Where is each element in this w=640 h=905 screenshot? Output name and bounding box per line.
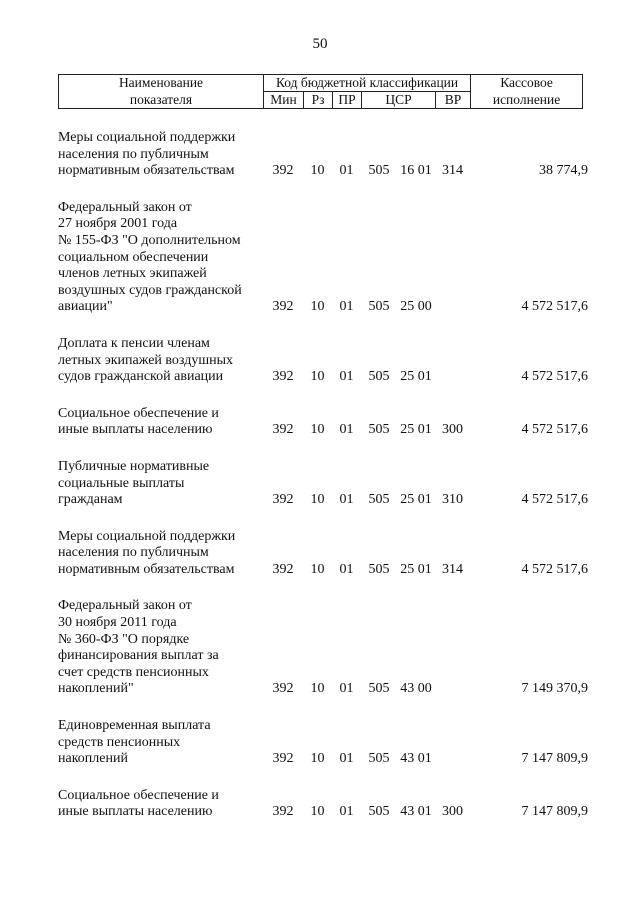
header-min: Мин xyxy=(264,92,304,109)
row-amount: 4 572 517,6 xyxy=(521,299,588,315)
row-rz: 10 xyxy=(310,369,325,385)
row-rz: 10 xyxy=(310,681,325,697)
row-csr-program: 505 xyxy=(368,492,390,508)
row-amount: 7 147 809,9 xyxy=(521,751,588,767)
row-rz: 10 xyxy=(310,561,325,577)
row-csr-item: 25 01 xyxy=(400,561,432,577)
row-rz: 10 xyxy=(310,422,325,438)
row-name: Доплата к пенсии членам летных экипажей воздушных судов гражданской авиации xyxy=(58,335,234,385)
row-name: Социальное обеспечение и иные выплаты населению xyxy=(58,787,219,820)
header-exec-bottom: исполнение xyxy=(471,92,583,109)
table-body xyxy=(58,130,588,841)
table-row xyxy=(58,788,588,821)
header-exec-top: Кассовое xyxy=(471,75,583,92)
row-vr: 300 xyxy=(442,422,463,438)
row-csr-item: 25 00 xyxy=(400,299,432,315)
row-pr: 01 xyxy=(339,804,354,820)
header-name-bottom: показателя xyxy=(59,92,264,109)
row-name: Федеральный закон от 30 ноября 2011 года № 360-ФЗ "О порядке финансирования выплат за счет средств пенсионных накоплений" xyxy=(58,598,219,697)
header-csr: ЦСР xyxy=(362,92,436,109)
row-amount: 4 572 517,6 xyxy=(521,492,588,508)
row-name: Федеральный закон от 27 ноября 2001 года № 155-ФЗ "О дополнительном социальном обеспечении членов летных экипажей воздушных судов гражданской авиации" xyxy=(58,199,242,315)
row-min: 392 xyxy=(272,492,294,508)
row-pr: 01 xyxy=(339,751,354,767)
row-csr-program: 505 xyxy=(368,163,390,179)
row-csr-item: 25 01 xyxy=(400,422,432,438)
row-csr-program: 505 xyxy=(368,369,390,385)
row-min: 392 xyxy=(272,422,294,438)
row-min: 392 xyxy=(272,561,294,577)
table-row xyxy=(58,598,588,698)
row-vr: 310 xyxy=(442,492,463,508)
row-amount: 4 572 517,6 xyxy=(521,422,588,438)
row-amount: 38 774,9 xyxy=(539,163,588,179)
row-csr-program: 505 xyxy=(368,561,390,577)
row-rz: 10 xyxy=(310,299,325,315)
row-min: 392 xyxy=(272,804,294,820)
row-csr-item: 43 00 xyxy=(400,681,432,697)
table-row xyxy=(58,718,588,768)
row-csr-item: 25 01 xyxy=(400,492,432,508)
row-name: Единовременная выплата средств пенсионных накоплений xyxy=(58,718,211,767)
row-amount: 7 147 809,9 xyxy=(521,804,588,820)
row-csr-program: 505 xyxy=(368,681,390,697)
table-row xyxy=(58,459,588,509)
row-csr-program: 505 xyxy=(368,804,390,820)
row-vr: 314 xyxy=(442,163,463,179)
row-pr: 01 xyxy=(339,422,354,438)
row-rz: 10 xyxy=(310,163,325,179)
row-csr-program: 505 xyxy=(368,751,390,767)
row-csr-program: 505 xyxy=(368,299,390,315)
row-pr: 01 xyxy=(339,492,354,508)
row-amount: 7 149 370,9 xyxy=(521,681,588,697)
row-csr-item: 25 01 xyxy=(400,369,432,385)
row-rz: 10 xyxy=(310,492,325,508)
table-row xyxy=(58,200,588,316)
row-vr: 314 xyxy=(442,561,463,577)
row-pr: 01 xyxy=(339,681,354,697)
header-pr: ПР xyxy=(333,92,362,109)
header-vr: ВР xyxy=(436,92,471,109)
header-rz: Рз xyxy=(304,92,333,109)
row-min: 392 xyxy=(272,299,294,315)
table-row xyxy=(58,336,588,386)
row-name: Меры социальной поддержки населения по публичным нормативным обязательствам xyxy=(58,130,236,179)
row-min: 392 xyxy=(272,751,294,767)
table-row xyxy=(58,406,588,439)
table-row xyxy=(58,130,588,180)
row-csr-item: 43 01 xyxy=(400,804,432,820)
row-vr: 300 xyxy=(442,804,463,820)
row-csr-item: 16 01 xyxy=(400,163,432,179)
row-csr-item: 43 01 xyxy=(400,751,432,767)
row-amount: 4 572 517,6 xyxy=(521,561,588,577)
row-rz: 10 xyxy=(310,751,325,767)
row-pr: 01 xyxy=(339,561,354,577)
row-rz: 10 xyxy=(310,804,325,820)
row-csr-program: 505 xyxy=(368,422,390,438)
row-min: 392 xyxy=(272,681,294,697)
row-pr: 01 xyxy=(339,369,354,385)
row-min: 392 xyxy=(272,369,294,385)
header-code-group: Код бюджетной классификации xyxy=(264,75,471,92)
row-name: Социальное обеспечение и иные выплаты населению xyxy=(58,405,219,438)
header-name-top: Наименование xyxy=(59,75,264,92)
row-name: Меры социальной поддержки населения по публичным нормативным обязательствам xyxy=(58,528,236,577)
row-pr: 01 xyxy=(339,299,354,315)
page-number: 50 xyxy=(312,36,328,52)
row-min: 392 xyxy=(272,163,294,179)
table-row xyxy=(58,529,588,579)
row-name: Публичные нормативные социальные выплаты гражданам xyxy=(58,458,210,508)
row-amount: 4 572 517,6 xyxy=(521,369,588,385)
row-pr: 01 xyxy=(339,163,354,179)
table-header xyxy=(58,74,583,109)
